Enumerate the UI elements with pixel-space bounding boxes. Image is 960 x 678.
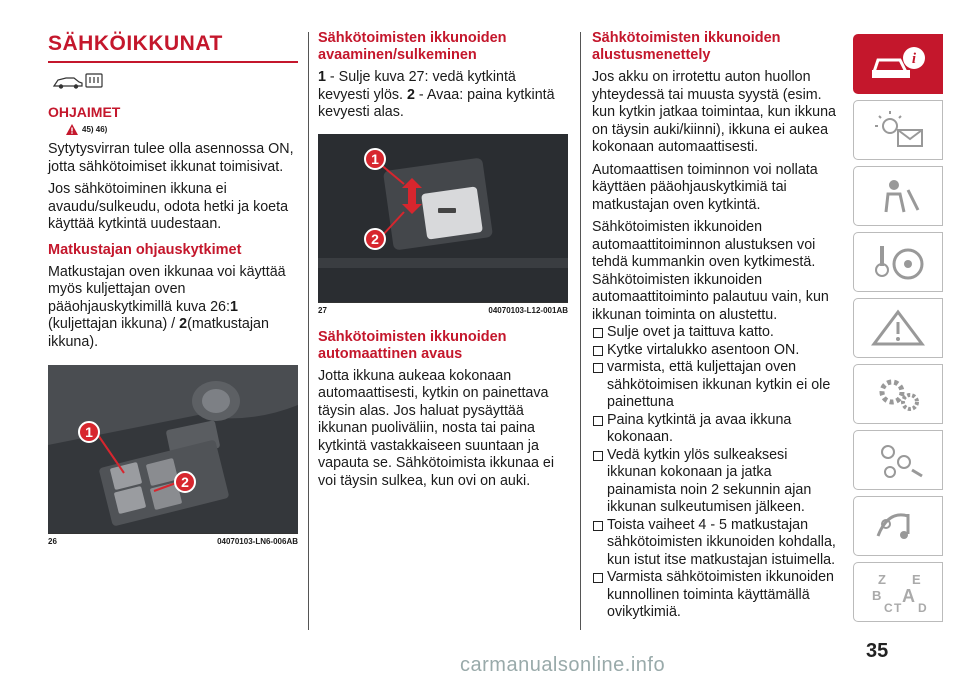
text-span: - Sulje kuva 27: vedä kytkintä kevyesti ylös.: [318, 69, 516, 103]
checkbox-bullet-icon: [593, 521, 603, 531]
figure-26-photo: [48, 365, 298, 533]
car-info-icon: [868, 44, 928, 84]
text-span: (matkustajan ikkuna).: [48, 316, 269, 350]
step-text: varmista, että kuljettajan oven sähkötoimisen ikkunan kytkin ei ole painettuna: [607, 359, 831, 410]
svg-text:i: i: [911, 51, 917, 67]
section-heading-passenger-switches: Matkustajan ohjauskytkimet: [48, 241, 242, 258]
checkbox-bullet-icon: [593, 346, 603, 356]
ref-number: 2: [407, 86, 415, 103]
paragraph: [48, 264, 298, 352]
ref-number: 2: [179, 316, 188, 332]
tab-maintenance[interactable]: [853, 364, 943, 424]
warning-refs-text: 45) 46): [82, 125, 108, 134]
list-item: [592, 342, 837, 360]
index-letter: E: [912, 572, 921, 587]
section-heading-initialization: Sähkötoimisten ikkunoiden alustusmenettely: [592, 30, 781, 63]
door-switch-illustration: [48, 365, 298, 533]
step-text: Vedä kytkin ylös sulkeaksesi ikkunan kokonaan ja jatka painamista noin 2 sekunnin ajan ikkunan sulkeutumisen jälkeen.: [607, 446, 812, 515]
power-window-icon: [52, 71, 104, 91]
column-3: [592, 30, 837, 622]
paragraph: Jotta ikkuna aukeaa kokonaan automaattisesti, kytkin on painettava täysin alas. Jos haluat pysäyttää ikkunan puoliväliin, nosta tai paina kytkintä vastakkaiseen suuntaan ja vapauta se. Sähkötoimista ikkunaa ei voi täysin sulkea, kun ovi on auki.: [318, 367, 555, 489]
list-item: [592, 517, 837, 570]
list-item: [592, 569, 837, 622]
tab-emergency[interactable]: [853, 298, 943, 358]
watermark-footer: carmanualsonline.info: [460, 654, 666, 676]
figure-number: 26: [48, 537, 57, 546]
index-letter: T: [894, 601, 902, 614]
section-heading-open-close: Sähkötoimisten ikkunoiden avaaminen/sulkeminen: [318, 30, 507, 63]
list-item: [592, 447, 837, 517]
text-span: - Avaa: paina kytkintä kevyesti alas.: [318, 86, 555, 120]
paragraph: Sytytysvirran tulee olla asennossa ON, jotta sähkötoimiset ikkunat toimisivat.: [48, 141, 294, 175]
checkbox-bullet-icon: [593, 416, 603, 426]
figure-code: 04070103-L12-001AB: [488, 305, 568, 315]
figure-callout-1: 1: [78, 421, 100, 443]
figure-callout-2: 2: [364, 228, 386, 250]
page-title: SÄHKÖIKKUNAT: [48, 32, 223, 55]
section-heading-auto-open: Sähkötoimisten ikkunoiden automaattinen avaus: [318, 328, 507, 362]
figure-code: 04070103-LN6-006AB: [217, 537, 298, 546]
figure-number: 27: [318, 305, 327, 315]
warning-reference: [66, 124, 298, 135]
checkbox-bullet-icon: [593, 328, 603, 338]
column-divider: [580, 32, 581, 630]
tab-technical-data[interactable]: [853, 430, 943, 490]
paragraph: Automaattisen toiminnon voi nollata käyttäen pääohjauskytkimiä tai matkustajan oven kytkintä.: [592, 161, 818, 213]
step-text: Paina kytkintä ja avaa ikkuna kokonaan.: [607, 411, 792, 445]
safety-icon: [868, 176, 928, 216]
index-letter: A: [902, 586, 915, 606]
ref-number: 1: [318, 69, 326, 85]
warning-triangle-icon: [868, 308, 928, 348]
text-span: Matkustajan oven ikkunaa voi käyttää myös kuljettajan oven pääohjauskytkimillä kuva 26:: [48, 263, 286, 315]
multimedia-icon: [868, 506, 928, 546]
list-item: [592, 324, 837, 342]
step-text: Kytke virtalukko asentoon ON.: [607, 341, 800, 358]
tab-multimedia[interactable]: [853, 496, 943, 556]
checkbox-bullet-icon: [593, 451, 603, 461]
step-text: Toista vaiheet 4 - 5 matkustajan sähkötoimisten ikkunoiden kohdalla, kun istut itse matkustajan istuimella.: [607, 516, 836, 568]
column-divider: [308, 32, 309, 630]
chapter-sidebar: [853, 34, 943, 628]
column-1: [48, 30, 298, 556]
section-heading-controls: OHJAIMET: [48, 104, 121, 120]
tab-starting-driving[interactable]: [853, 232, 943, 292]
checkbox-bullet-icon: [593, 573, 603, 583]
step-text: Sulje ovet ja taittuva katto.: [607, 324, 774, 340]
index-icon: [868, 570, 928, 614]
index-letter: Z: [878, 572, 886, 587]
paragraph: Jos akku on irrotettu auton huollon yhteydessä tai muusta syystä (esim. kun kytkin jatkaa toimintaa, kun ikkuna on täysin auki/kiinni), ikkuna ei aukea kokonaan automaattisesti.: [592, 69, 836, 155]
dashboard-lights-icon: [868, 110, 928, 150]
title-rule: [48, 61, 298, 63]
figure-caption: [318, 302, 568, 315]
index-letter: C: [884, 601, 893, 614]
paragraph: Jos sähkötoiminen ikkuna ei avaudu/sulkeudu, odota hetki ja koeta käyttää kytkintä uudestaan.: [48, 181, 289, 232]
list-item: [592, 359, 837, 412]
checkbox-bullet-icon: [593, 363, 603, 373]
paragraph: [318, 69, 568, 122]
tab-safety[interactable]: [853, 166, 943, 226]
index-letter: B: [872, 588, 882, 603]
ref-number: 1: [230, 298, 238, 315]
figure-callout-2: 2: [174, 471, 196, 493]
index-letter: D: [918, 601, 927, 614]
warning-triangle-icon: [66, 124, 78, 135]
switch-closeup-illustration: [318, 134, 568, 302]
step-text: Varmista sähkötoimisten ikkunoiden kunnollinen toiminta käyttämällä ovikytkimiä.: [607, 569, 835, 620]
text-span: (kuljettajan ikkuna) /: [48, 316, 180, 332]
page-number: 35: [866, 640, 889, 662]
technical-data-icon: [868, 440, 928, 480]
maintenance-icon: [868, 374, 928, 414]
starting-driving-icon: [868, 242, 928, 282]
figure-27-photo: [318, 134, 568, 302]
steps-list: [592, 324, 837, 622]
figure-callout-1: 1: [364, 148, 386, 170]
paragraph: Sähkötoimisten ikkunoiden automaattitoiminnon alustuksen voi tehdä kummankin oven kytkimestä. Sähkötoimisten ikkunoiden automaattitoiminto palautuu vain, kun ikkunan toiminta on alustettu.: [592, 219, 829, 323]
tab-dashboard-lights[interactable]: [853, 100, 943, 160]
figure-caption: [48, 533, 298, 546]
column-2: [318, 30, 568, 495]
list-item: [592, 412, 837, 447]
tab-car-info[interactable]: [853, 34, 943, 94]
tab-index[interactable]: [853, 562, 943, 622]
